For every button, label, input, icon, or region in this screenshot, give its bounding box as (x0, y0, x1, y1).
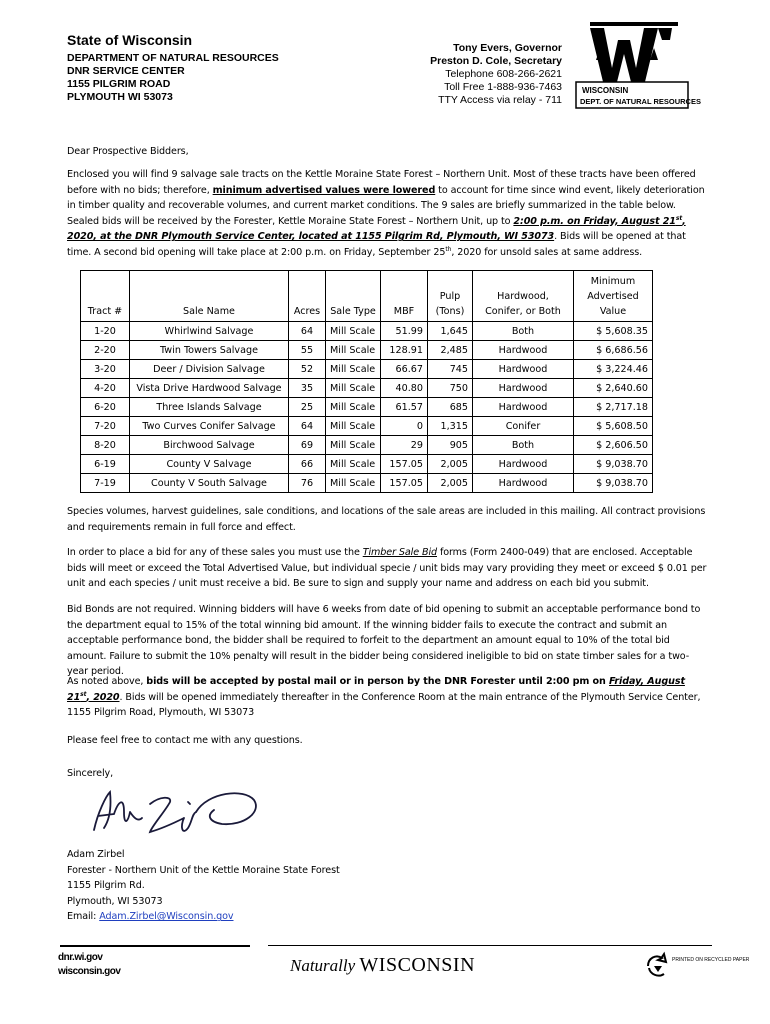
svg-text:WISCONSIN: WISCONSIN (582, 86, 629, 95)
signer-street: 1155 Pilgrim Rd. (67, 880, 145, 892)
email-link[interactable]: Adam.Zirbel@Wisconsin.gov (99, 911, 234, 923)
naturally-wisconsin-logo: Naturally WISCONSIN (290, 954, 476, 976)
table-cell: 51.99 (381, 322, 428, 341)
table-cell: $ 6,686.56 (574, 341, 653, 360)
table-cell: Vista Drive Hardwood Salvage (130, 379, 289, 398)
table-cell: Mill Scale (326, 398, 381, 417)
dept-line: DNR SERVICE CENTER (67, 65, 185, 77)
table-cell: Hardwood (473, 455, 574, 474)
table-cell: Two Curves Conifer Salvage (130, 417, 289, 436)
table-row (81, 417, 653, 436)
table-row (81, 398, 653, 417)
table-cell: 750 (428, 379, 473, 398)
table-cell: Hardwood (473, 341, 574, 360)
contact-paragraph: Please feel free to contact me with any questions. (67, 735, 303, 746)
table-cell: 3-20 (81, 360, 130, 379)
table-cell: 2,005 (428, 455, 473, 474)
secretary: Preston D. Cole, Secretary (430, 55, 562, 67)
signer-email-line: Email: Adam.Zirbel@Wisconsin.gov (67, 911, 234, 923)
table-cell: Both (473, 436, 574, 455)
table-row (81, 341, 653, 360)
col-header: Acres (289, 271, 326, 322)
col-header: Hardwood, Conifer, or Both (473, 271, 574, 322)
table-cell: 66 (289, 455, 326, 474)
table-cell: 7-19 (81, 474, 130, 493)
dept-line: PLYMOUTH WI 53073 (67, 91, 173, 103)
table-cell: 128.91 (381, 341, 428, 360)
footer-rule (268, 945, 712, 946)
col-header: Minimum Advertised Value (574, 271, 653, 322)
col-header: Sale Name (130, 271, 289, 322)
table-cell: 157.05 (381, 455, 428, 474)
letterhead-left (67, 32, 279, 104)
table-cell: 0 (381, 417, 428, 436)
intro-paragraph: Enclosed you will find 9 salvage sale tracts on the Kettle Moraine State Forest – Northern Unit. Most of these tracts have been offered before with no bids; therefore, minimum advertised values were lowered to account for time since wind event, likely deterioration in timber quality and recoverable volumes, and current market conditions. The 9 sales are briefly summarized in the table below. Sealed bids will be received by the Forester, Kettle Moraine State Forest – Northern Unit, up to 2:00 p.m. on Friday, August 21st, 2020, at the DNR Plymouth Service Center, located at 1155 Pilgrim Rd, Plymouth, WI 53073. Bids will be opened at that time. A second bid opening will take place at 2:00 p.m. on Friday, September 25th, 2020 for unsold sales at same address. (67, 169, 705, 258)
table-cell: 61.57 (381, 398, 428, 417)
table-cell: 40.80 (381, 379, 428, 398)
table-row (81, 379, 653, 398)
table-cell: Birchwood Salvage (130, 436, 289, 455)
table-cell: Hardwood (473, 474, 574, 493)
table-cell: 29 (381, 436, 428, 455)
table-row (81, 455, 653, 474)
bond-paragraph: Bid Bonds are not required. Winning bidders will have 6 weeks from date of bid opening to submit an acceptable performance bond to the department equal to 15% of the total winning bid amount. If the winning bidder fails to execute the contract and submit an acceptable performance bond, the bidder shall be required to forfeit to the department an amount equal to 10% of the total bid amount. Failure to submit the 10% penalty will result in the bidder being considered ineligible to bid on state timber sales for a two-year period. (67, 604, 701, 678)
table-cell: Mill Scale (326, 379, 381, 398)
table-cell: 64 (289, 417, 326, 436)
footer-websites (58, 951, 120, 979)
sales-table (80, 270, 653, 493)
col-header: Tract # (81, 271, 130, 322)
table-cell: Mill Scale (326, 417, 381, 436)
table-cell: $ 3,224.46 (574, 360, 653, 379)
closing: Sincerely, (67, 768, 114, 779)
table-cell: $ 5,608.50 (574, 417, 653, 436)
table-cell: Mill Scale (326, 360, 381, 379)
table-cell: 4-20 (81, 379, 130, 398)
table-cell: Hardwood (473, 360, 574, 379)
table-cell: $ 9,038.70 (574, 474, 653, 493)
table-row (81, 436, 653, 455)
tty: TTY Access via relay - 711 (438, 94, 562, 106)
dnr-website-link[interactable]: dnr.wi.gov (58, 952, 103, 963)
table-cell: 7-20 (81, 417, 130, 436)
col-header: Sale Type (326, 271, 381, 322)
signer-name: Adam Zirbel (67, 849, 125, 860)
table-cell: 8-20 (81, 436, 130, 455)
salutation: Dear Prospective Bidders, (67, 146, 189, 157)
recycled-paper-icon (644, 952, 750, 978)
timber-sale-bid-link[interactable]: Timber Sale Bid (362, 547, 437, 558)
table-cell: Both (473, 322, 574, 341)
dnr-logo (570, 20, 701, 110)
table-cell: 1,645 (428, 322, 473, 341)
table-cell: Twin Towers Salvage (130, 341, 289, 360)
col-header: Pulp (Tons) (428, 271, 473, 322)
table-cell: Mill Scale (326, 436, 381, 455)
table-cell: Hardwood (473, 398, 574, 417)
table-cell: Whirlwind Salvage (130, 322, 289, 341)
table-cell: Conifer (473, 417, 574, 436)
table-cell: County V South Salvage (130, 474, 289, 493)
table-cell: 69 (289, 436, 326, 455)
species-paragraph: Species volumes, harvest guidelines, sale conditions, and locations of the sale areas are included in this mailing. All contract provisions and requirements remain in full force and effect. (67, 506, 706, 533)
table-cell: $ 2,640.60 (574, 379, 653, 398)
table-cell: $ 9,038.70 (574, 455, 653, 474)
signer-city: Plymouth, WI 53073 (67, 895, 163, 907)
governor: Tony Evers, Governor (453, 42, 562, 54)
dept-line: 1155 PILGRIM ROAD (67, 78, 171, 90)
telephone: Telephone 608-266-2621 (445, 68, 562, 80)
table-cell: $ 2,606.50 (574, 436, 653, 455)
table-cell: 6-19 (81, 455, 130, 474)
table-cell: Mill Scale (326, 322, 381, 341)
bid-paragraph: In order to place a bid for any of these sales you must use the Timber Sale Bid forms (Form 2400-049) that are enclosed. Acceptable bids will meet or exceed the Total Advertised Value, but individual specie / unit bids may vary providing they meet or exceed $ 0.01 per unit and each species / unit must receive a bid. Be sure to sign and supply your name and address on each bid you submit. (67, 547, 707, 590)
table-cell: 6-20 (81, 398, 130, 417)
svg-text:PRINTED ON RECYCLED PAPER: PRINTED ON RECYCLED PAPER (672, 957, 750, 963)
table-cell: 55 (289, 341, 326, 360)
table-cell: 1,315 (428, 417, 473, 436)
signature (84, 782, 264, 844)
table-row (81, 474, 653, 493)
table-cell: Three Islands Salvage (130, 398, 289, 417)
table-cell: 2,005 (428, 474, 473, 493)
table-cell: 25 (289, 398, 326, 417)
table-cell: Deer / Division Salvage (130, 360, 289, 379)
letterhead-right (430, 42, 562, 107)
signer-title: Forester - Northern Unit of the Kettle Moraine State Forest (67, 864, 340, 876)
table-cell: 66.67 (381, 360, 428, 379)
table-cell: 52 (289, 360, 326, 379)
svg-text:DEPT. OF NATURAL RESOURCES: DEPT. OF NATURAL RESOURCES (580, 97, 701, 106)
table-cell: Mill Scale (326, 341, 381, 360)
table-cell: 2-20 (81, 341, 130, 360)
dept-line: DEPARTMENT OF NATURAL RESOURCES (67, 52, 279, 64)
table-cell: Mill Scale (326, 474, 381, 493)
col-header: MBF (381, 271, 428, 322)
table-cell: 64 (289, 322, 326, 341)
table-cell: 1-20 (81, 322, 130, 341)
table-cell: $ 5,608.35 (574, 322, 653, 341)
footer-rule (60, 945, 250, 947)
table-cell: 2,485 (428, 341, 473, 360)
state-name: State of Wisconsin (67, 32, 193, 48)
tollfree: Toll Free 1-888-936-7463 (444, 81, 562, 93)
noted-paragraph: As noted above, bids will be accepted by postal mail or in person by the DNR Forester until 2:00 pm on Friday, August 21st, 2020. Bids will be opened immediately thereafter in the Conference Room at the main entrance of the Plymouth Service Center, 1155 Pilgrim Road, Plymouth, WI 53073 (67, 676, 701, 719)
table-cell: 157.05 (381, 474, 428, 493)
table-cell: 905 (428, 436, 473, 455)
table-cell: 745 (428, 360, 473, 379)
table-row (81, 322, 653, 341)
signature-block (67, 847, 707, 925)
table-header-row (81, 271, 653, 322)
table-row (81, 360, 653, 379)
table-cell: Hardwood (473, 379, 574, 398)
table-cell: 685 (428, 398, 473, 417)
table-cell: 35 (289, 379, 326, 398)
table-cell: 76 (289, 474, 326, 493)
table-cell: $ 2,717.18 (574, 398, 653, 417)
table-cell: County V Salvage (130, 455, 289, 474)
table-cell: Mill Scale (326, 455, 381, 474)
wisconsin-website-link[interactable]: wisconsin.gov (58, 966, 121, 977)
